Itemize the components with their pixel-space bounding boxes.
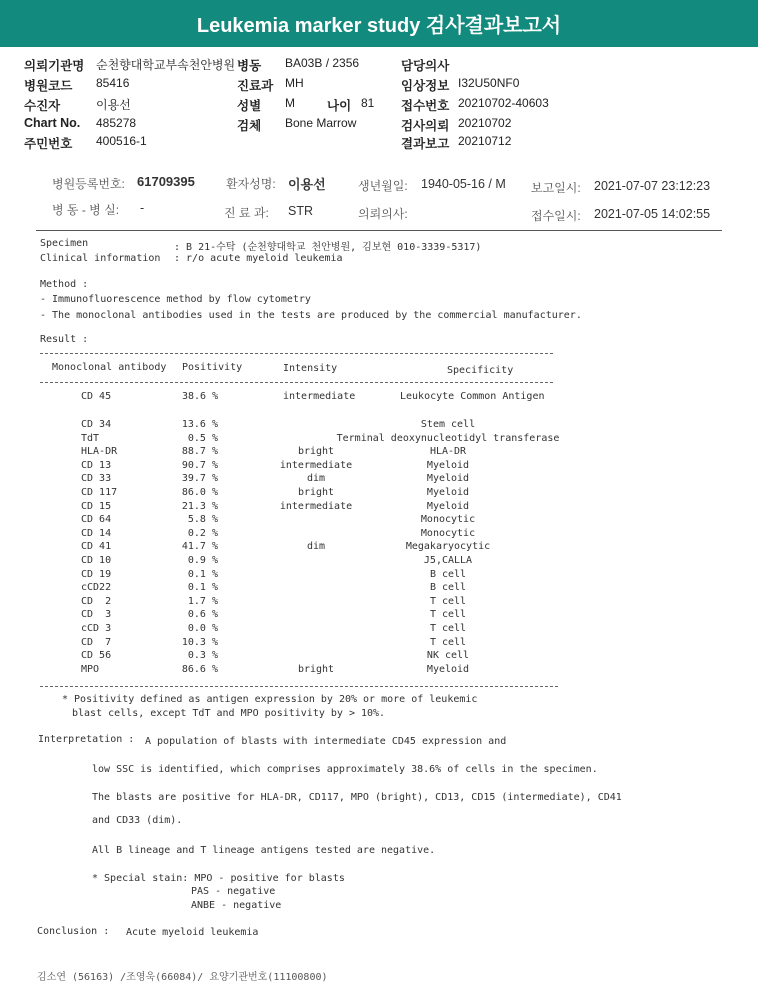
- positivity-cell: 39.7 %: [181, 473, 218, 485]
- header-label-request-date: 검사의뢰: [401, 119, 450, 133]
- antibody-cell: cCD 3: [81, 623, 112, 634]
- positivity-cell: 10.3 %: [181, 636, 218, 648]
- header-label-resident-no: 주민번호: [24, 137, 73, 151]
- conclusion-label: Conclusion :: [37, 926, 110, 937]
- header-value-request-date: 20210702: [458, 116, 512, 130]
- table-row: [0, 473, 758, 487]
- specificity-cell: T cell: [429, 609, 467, 621]
- table-row: [0, 555, 758, 569]
- doctor-label: 의뢰의사:: [358, 207, 408, 221]
- positivity-cell: 21.3 %: [181, 500, 218, 512]
- clinical-label: Clinical information: [40, 253, 161, 264]
- antibody-cell: CD 33: [81, 473, 112, 485]
- positivity-cell: 0.5 %: [187, 432, 218, 444]
- header-value-dept: MH: [285, 76, 304, 90]
- specificity-cell: HLA-DR: [429, 446, 467, 458]
- specificity-cell: Myeloid: [426, 663, 470, 675]
- antibody-cell: CD 7: [81, 636, 112, 648]
- specificity-cell: T cell: [429, 636, 467, 648]
- specificity-cell: Terminal deoxynucleotidyl transferase: [336, 432, 560, 444]
- specificity-cell: B cell: [429, 582, 467, 594]
- header-label-hospital-code: 병원코드: [24, 79, 73, 93]
- header-value-report-date: 20210712: [458, 134, 512, 148]
- antibody-cell: CD 13: [81, 459, 112, 471]
- divider-line: [36, 230, 722, 231]
- intensity-cell: bright: [297, 487, 335, 498]
- positivity-cell: 0.2 %: [187, 527, 218, 539]
- positivity-cell: 0.9 %: [187, 555, 218, 566]
- report-time-label: 보고일시:: [531, 181, 581, 195]
- intensity-cell: bright: [297, 446, 335, 458]
- table-row: [0, 569, 758, 583]
- header-label-doctor: 담당의사: [401, 59, 450, 73]
- specificity-cell: Monocytic: [420, 514, 476, 526]
- specimen-value: : B 21-수탁 (순천향대학교 천안병원, 김보현 010-3339-5317): [174, 242, 482, 253]
- received-time-label: 접수일시:: [531, 209, 581, 223]
- positivity-cell: 90.7 %: [181, 459, 218, 471]
- col-header-positivity: Positivity: [182, 362, 243, 373]
- header-label-chart-no: Chart No.: [24, 116, 81, 130]
- header-label-dept: 진료과: [237, 79, 274, 93]
- dob-label: 생년월일:: [358, 179, 408, 193]
- intensity-cell: bright: [297, 663, 335, 675]
- header-value-hospital-code: 85416: [96, 76, 130, 90]
- header-value-patient: 이용선: [96, 98, 131, 112]
- table-row: [0, 501, 758, 515]
- interpretation-text: A population of blasts with intermediate CD45 expression and: [145, 736, 507, 747]
- table-row: [0, 582, 758, 596]
- positivity-cell: 0.1 %: [187, 582, 218, 594]
- antibody-cell: CD 2: [81, 595, 112, 607]
- specificity-cell: Myeloid: [426, 473, 470, 485]
- specificity-cell: Megakaryocytic: [405, 541, 491, 553]
- col-header-intensity: Intensity: [283, 363, 338, 374]
- antibody-cell: CD 64: [81, 514, 112, 526]
- positivity-cell: 86.6 %: [181, 663, 218, 675]
- table-header-rule: [40, 382, 553, 383]
- table-row: [0, 664, 758, 678]
- positivity-cell: 86.0 %: [181, 487, 218, 498]
- antibody-cell: HLA-DR: [81, 446, 118, 458]
- positivity-cell: 5.8 %: [187, 514, 218, 526]
- specificity-cell: T cell: [429, 595, 467, 607]
- special-stain-line: * Special stain: MPO - positive for blasts: [92, 873, 345, 884]
- specificity-cell: Myeloid: [426, 500, 470, 512]
- header-value-ward: BA03B / 2356: [285, 56, 360, 70]
- footnote-line: blast cells, except TdT and MPO positivity by > 10%.: [72, 708, 386, 719]
- positivity-cell: 0.0 %: [187, 623, 218, 634]
- specificity-cell: Stem cell: [420, 419, 476, 430]
- dept-value: STR: [288, 204, 313, 218]
- col-header-antibody: Monoclonal antibody: [52, 362, 167, 373]
- ward-label: 병 동 - 병 실:: [52, 203, 120, 217]
- header-value-sex: M: [285, 96, 295, 110]
- specificity-cell: T cell: [429, 623, 467, 634]
- table-row: [0, 650, 758, 664]
- reg-no-label: 병원등록번호:: [52, 177, 125, 191]
- specimen-label: Specimen: [40, 238, 89, 249]
- header-value-receipt-no: 20210702-40603: [458, 96, 549, 110]
- intensity-cell: dim: [306, 541, 326, 553]
- specificity-cell: J5,CALLA: [423, 555, 473, 566]
- method-line: - The monoclonal antibodies used in the tests are produced by the commercial manufacturer.: [40, 310, 582, 321]
- table-row: [0, 637, 758, 651]
- table-row: [0, 433, 758, 447]
- report-time-value: 2021-07-07 23:12:23: [594, 179, 711, 193]
- table-row: [0, 514, 758, 528]
- method-title: Method :: [40, 279, 89, 290]
- signature-line: 김소연 (56163) /조영욱(66084)/ 요양기관번호(11100800): [37, 972, 328, 983]
- header-value-hospital: 순천향대학교부속천안병원: [96, 58, 236, 72]
- antibody-cell: CD 117: [81, 487, 118, 498]
- header-label-sex: 성별: [237, 99, 262, 113]
- header-label-age: 나이: [327, 99, 352, 113]
- received-time-value: 2021-07-05 14:02:55: [594, 207, 711, 221]
- header-label-clinical-info: 임상정보: [401, 79, 450, 93]
- antibody-cell: CD 3: [81, 609, 112, 621]
- specificity-cell: Monocytic: [420, 527, 476, 539]
- dept-label: 진 료 과:: [224, 206, 269, 220]
- col-header-specificity: Specificity: [447, 365, 514, 376]
- table-row: [0, 419, 758, 433]
- table-row: [0, 446, 758, 460]
- header-label-hospital: 의뢰기관명: [24, 59, 85, 73]
- special-stain-line: ANBE - negative: [191, 900, 282, 911]
- positivity-cell: 88.7 %: [181, 446, 218, 458]
- table-top-rule: [40, 353, 553, 354]
- positivity-cell: 0.3 %: [187, 650, 218, 662]
- name-label: 환자성명:: [226, 177, 276, 191]
- header-label-specimen: 검체: [237, 119, 262, 133]
- positivity-cell: 1.7 %: [187, 595, 218, 607]
- header-value-age: 81: [361, 96, 375, 110]
- antibody-cell: CD 56: [81, 650, 112, 662]
- antibody-cell: TdT: [81, 432, 100, 444]
- table-row: [0, 528, 758, 542]
- antibody-cell: CD 15: [81, 500, 112, 512]
- intensity-cell: intermediate: [279, 459, 353, 471]
- antibody-cell: CD 10: [81, 555, 112, 566]
- antibody-cell: CD 19: [81, 568, 112, 580]
- interpretation-text: and CD33 (dim).: [92, 815, 183, 826]
- antibody-cell: CD 34: [81, 419, 112, 430]
- footnote-line: * Positivity defined as antigen expression by 20% or more of leukemic: [62, 694, 478, 705]
- table-row: [0, 391, 758, 405]
- antibody-cell: cCD22: [81, 582, 112, 594]
- positivity-cell: 38.6 %: [182, 391, 219, 402]
- antibody-cell: MPO: [81, 663, 100, 675]
- special-stain-line: PAS - negative: [191, 886, 276, 897]
- dob-value: 1940-05-16 / M: [421, 177, 506, 191]
- antibody-cell: CD 14: [81, 527, 112, 539]
- interpretation-text: low SSC is identified, which comprises approximately 38.6% of cells in the specimen.: [92, 764, 598, 775]
- table-row: [0, 623, 758, 637]
- header-label-ward: 병동: [237, 59, 262, 73]
- table-bottom-rule: [40, 686, 558, 687]
- specificity-cell: NK cell: [426, 650, 470, 662]
- table-row: [0, 541, 758, 555]
- method-line: - Immunofluorescence method by flow cytometry: [40, 294, 311, 305]
- header-label-patient: 수진자: [24, 99, 61, 113]
- header-value-chart-no: 485278: [96, 116, 137, 130]
- positivity-cell: 41.7 %: [181, 541, 218, 553]
- intensity-cell: intermediate: [283, 391, 356, 402]
- clinical-value: : r/o acute myeloid leukemia: [174, 253, 343, 264]
- ward-value: -: [140, 201, 145, 215]
- specificity-cell: Myeloid: [426, 459, 470, 471]
- result-title: Result :: [40, 334, 89, 345]
- header-value-resident-no: 400516-1: [96, 134, 147, 148]
- table-row: [0, 609, 758, 623]
- table-row: [0, 596, 758, 610]
- specificity-cell: B cell: [429, 568, 467, 580]
- interpretation-text: All B lineage and T lineage antigens tested are negative.: [92, 845, 436, 856]
- positivity-cell: 13.6 %: [181, 419, 218, 430]
- interpretation-text: The blasts are positive for HLA-DR, CD117, MPO (bright), CD13, CD15 (intermediate), CD41: [92, 792, 622, 803]
- conclusion-value: Acute myeloid leukemia: [126, 927, 259, 938]
- header-value-clinical-info: I32U50NF0: [458, 76, 520, 90]
- header-label-report-date: 결과보고: [401, 137, 450, 151]
- positivity-cell: 0.1 %: [187, 568, 218, 580]
- positivity-cell: 0.6 %: [187, 609, 218, 621]
- table-row: [0, 460, 758, 474]
- antibody-cell: CD 45: [81, 391, 112, 402]
- name-value: 이용선: [288, 177, 326, 192]
- specificity-cell: Myeloid: [426, 487, 470, 498]
- reg-no-value: 61709395: [137, 174, 195, 189]
- specificity-cell: Leukocyte Common Antigen: [400, 391, 545, 402]
- interpretation-label: Interpretation :: [38, 734, 135, 745]
- intensity-cell: dim: [306, 473, 326, 485]
- antibody-cell: CD 41: [81, 541, 112, 553]
- report-title: Leukemia marker study 검사결과보고서: [0, 0, 758, 47]
- header-value-specimen: Bone Marrow: [285, 116, 357, 130]
- table-row: [0, 487, 758, 501]
- header-label-receipt-no: 접수번호: [401, 99, 450, 113]
- intensity-cell: intermediate: [279, 500, 353, 512]
